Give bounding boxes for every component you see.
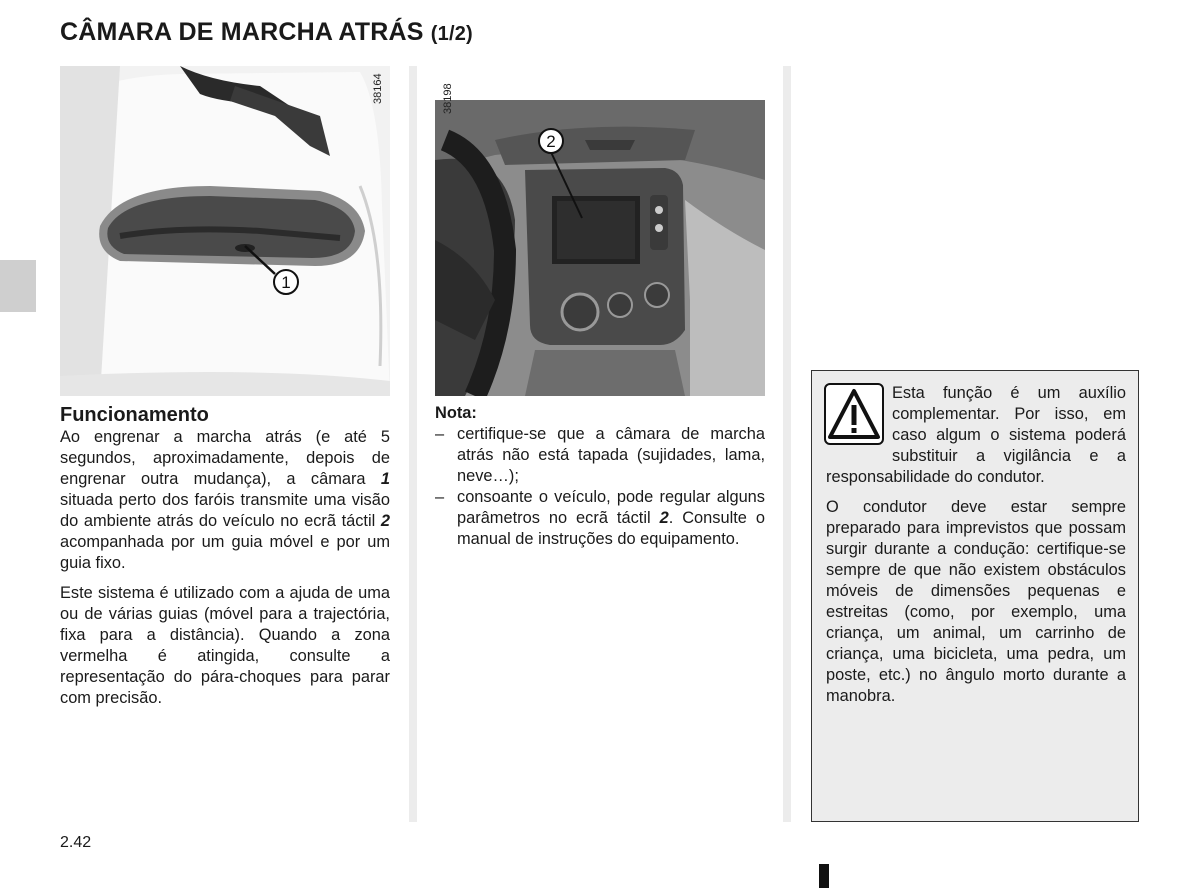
- note-item-text-a: consoante o veículo, pode regular alguns parâmetros no ecrã táctil: [457, 488, 765, 527]
- page-title-text: CÂMARA DE MARCHA ATRÁS: [60, 18, 424, 46]
- p1-ref-1: 1: [380, 470, 390, 488]
- note-dash: –: [435, 488, 445, 506]
- figure-number-left: 38164: [372, 73, 384, 104]
- touchscreen-photo: [435, 100, 765, 396]
- column-divider-left: [409, 66, 417, 822]
- section-tab: [0, 260, 36, 312]
- p1-part-e: acompanhada por um guia móvel e por um guia fixo.: [60, 533, 390, 572]
- note-title: Nota:: [435, 404, 477, 422]
- p1-part-c: situada perto dos faróis transmite uma visão do ambiente atrás do veículo no ecrã táctil: [60, 491, 390, 530]
- page-title: [60, 18, 473, 47]
- note-dash: –: [435, 425, 445, 443]
- page-title-part: (1/2): [430, 23, 473, 45]
- note-ref-2: 2: [659, 509, 669, 527]
- warning-box: [811, 370, 1139, 822]
- note-item: [435, 424, 765, 487]
- p1-ref-2: 2: [380, 512, 390, 530]
- warning-triangle-icon: [824, 383, 884, 445]
- figure-number-middle: 38198: [442, 83, 454, 114]
- warning-paragraph-1: Esta função é um auxílio complementar. Por isso, em caso algum o sistema poderá substituir a vigilância e a responsabilidade do condutor.: [826, 384, 1126, 486]
- section-heading: Funcionamento: [60, 404, 209, 426]
- callout-2: 2: [546, 132, 556, 151]
- paragraph-guides: Este sistema é utilizado com a ajuda de uma ou de várias guias (móvel para a trajectória, fixa para a distância). Quando a zona vermelha é atingida, consulte a representação do pára-choques para parar com precisão.: [60, 584, 390, 707]
- callout-1: 1: [281, 273, 291, 292]
- middle-column: [435, 403, 765, 550]
- edge-marker: [819, 864, 829, 888]
- column-divider-right: [783, 66, 791, 822]
- note-item-text: certifique-se que a câmara de marcha atrás não está tapada (sujidades, lama, neve…);: [457, 425, 765, 485]
- p1-part-a: Ao engrenar a marcha atrás (e até 5 segundos, aproximadamente, depois de engrenar outra mudança), a câmara: [60, 428, 390, 488]
- left-column: [60, 403, 390, 718]
- note-item-text-c: . Consulte o manual de instruções do equipamento.: [457, 509, 765, 548]
- warning-paragraph-2: O condutor deve estar sempre preparado para imprevistos que possam surgir durante a condução: certifique-se sempre de que não existem obstáculos móveis de dimensões pequenas e estreitas (como, por exemplo, uma criança, um animal, um carrinho de criança, uma bicicleta, uma pedra, um poste, etc.) no ângulo morto durante a manobra.: [826, 498, 1126, 705]
- rear-camera-photo: [60, 66, 390, 396]
- note-item: [435, 487, 765, 550]
- paragraph-operation: [60, 427, 390, 574]
- page-number: 2.42: [60, 834, 92, 851]
